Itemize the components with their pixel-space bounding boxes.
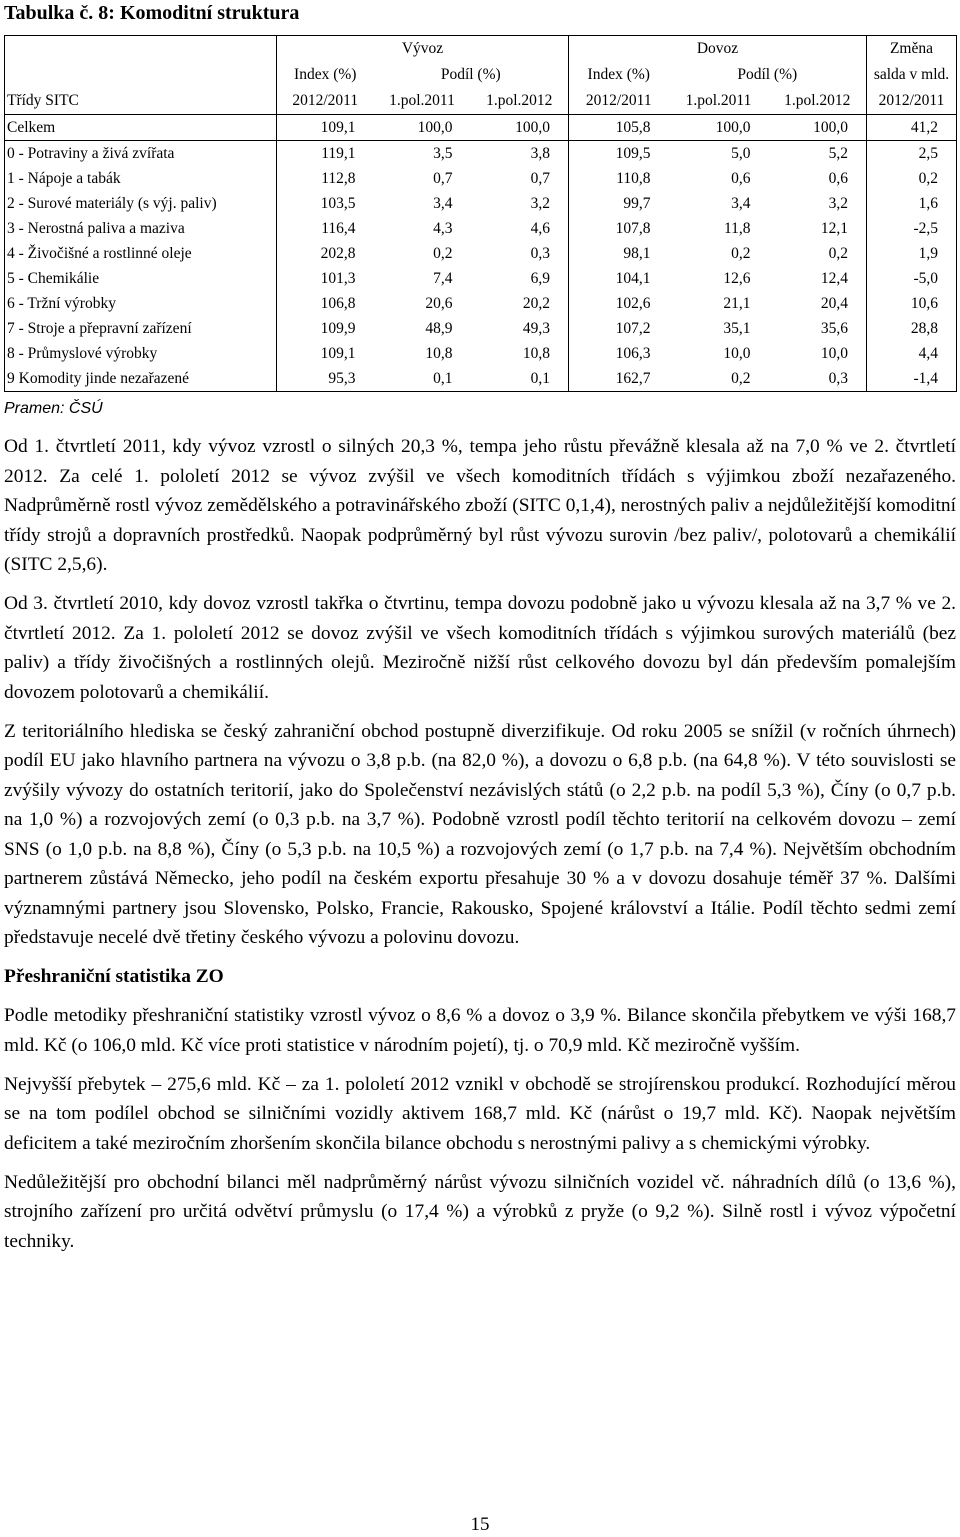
header-row-periods xyxy=(5,88,957,115)
cell-value: 103,5 xyxy=(277,191,374,216)
cell-value: 116,4 xyxy=(277,216,374,241)
cell-value: 1,9 xyxy=(867,241,957,266)
cell-value: 119,1 xyxy=(277,141,374,167)
header-row-subgroups xyxy=(5,62,957,88)
header-balance: Změna xyxy=(867,36,957,63)
cell-value: 0,6 xyxy=(731,170,751,187)
row-label: 4 - Živočišné a rostlinné oleje xyxy=(5,241,277,266)
cell-value: 35,6 xyxy=(820,320,848,337)
header-balance-unit: salda v mld. xyxy=(867,62,957,88)
table-row xyxy=(5,166,957,191)
header-row-groups xyxy=(5,36,957,63)
header-import-index: Index (%) xyxy=(569,62,669,88)
cell-value: 7,4 xyxy=(433,270,453,287)
row-label: 6 - Tržní výrobky xyxy=(5,291,277,316)
cell-value: 0,7 xyxy=(530,170,550,187)
header-period: 1.pol.2011 xyxy=(669,88,769,115)
cell-value: 95,3 xyxy=(277,366,374,392)
cell-value: 3,8 xyxy=(530,145,550,162)
cell-value: 0,1 xyxy=(374,366,471,392)
cell-value: 101,3 xyxy=(277,266,374,291)
row-label: 8 - Průmyslové výrobky xyxy=(5,341,277,366)
body-text xyxy=(4,432,956,1266)
cell-value: 0,3 xyxy=(769,366,867,392)
cell-value: 0,7 xyxy=(433,170,453,187)
table-source: Pramen: ČSÚ xyxy=(4,400,103,417)
cell-value: 20,4 xyxy=(820,295,848,312)
cell-value: 105,8 xyxy=(569,115,669,141)
header-import-share: Podíl (%) xyxy=(737,66,798,83)
cell-value: 4,3 xyxy=(433,220,453,237)
cell-value: 28,8 xyxy=(867,316,957,341)
table-row xyxy=(5,341,957,366)
table-row xyxy=(5,141,957,167)
row-label: 2 - Surové materiály (s výj. paliv) xyxy=(5,191,277,216)
cell-value: 100,0 xyxy=(669,115,769,141)
cell-value: 107,2 xyxy=(569,316,669,341)
page-number: 15 xyxy=(470,1514,490,1535)
header-import: Dovoz xyxy=(569,36,867,63)
cell-value: 99,7 xyxy=(569,191,669,216)
cell-value: 4,6 xyxy=(530,220,550,237)
paragraph: Nedůležitější pro obchodní bilanci měl nadprůměrný nárůst vývozu silničních vozidel vč. náhradních dílů (o 13,6 %), strojního zařízení pro určitá odvětví průmyslu (o 17,4 %) a výrobků z pryže (o 9,2 %). Silně rostl i vývoz výpočetní techniky. xyxy=(4,1171,956,1252)
header-sitc-classes: Třídy SITC xyxy=(5,88,277,115)
cell-value: 20,2 xyxy=(522,295,550,312)
table-row xyxy=(5,241,957,266)
paragraph: Od 1. čtvrtletí 2011, kdy vývoz vzrostl o silných 20,3 %, tempa jeho růstu převážně klesala až na 7,0 % ve 2. čtvrtletí 2012. Za celé 1. pololetí 2012 se vývoz zvýšil ve všech komoditních třídách s výjimkou zboží nezařazeného. Nadprůměrně rostl vývoz zemědělského a potravinářského zboží (SITC 0,1,4), nerostných paliv a nejdůležitější komoditní třídy strojů a dopravních prostředků. Naopak podprůměrný byl růst vývozu surovin /bez paliv/, polotovarů a chemikálií (SITC 2,5,6). xyxy=(4,436,956,575)
header-period: 1.pol.2012 xyxy=(471,88,569,115)
row-label: 0 - Potraviny a živá zvířata xyxy=(5,141,277,167)
table-caption: Tabulka č. 8: Komoditní struktura xyxy=(4,2,300,24)
cell-value: 12,6 xyxy=(723,270,751,287)
cell-value: 6,9 xyxy=(530,270,550,287)
cell-value: 100,0 xyxy=(769,115,867,141)
row-label: Celkem xyxy=(5,115,277,141)
cell-value: 35,1 xyxy=(723,320,751,337)
cell-value: 10,0 xyxy=(820,345,848,362)
cell-value: 107,8 xyxy=(569,216,669,241)
cell-value: 10,0 xyxy=(723,345,751,362)
cell-value: 3,4 xyxy=(731,195,751,212)
cell-value: 110,8 xyxy=(569,166,669,191)
cell-value: 10,6 xyxy=(867,291,957,316)
row-label: 5 - Chemikálie xyxy=(5,266,277,291)
row-label: 9 Komodity jinde nezařazené xyxy=(5,366,277,392)
cell-value: 49,3 xyxy=(522,320,550,337)
cell-value: 0,2 xyxy=(433,245,453,262)
cell-value: 20,6 xyxy=(425,295,453,312)
cell-value: 48,9 xyxy=(425,320,453,337)
table-body xyxy=(5,115,957,392)
header-corner xyxy=(5,36,277,63)
cell-value: 0,3 xyxy=(530,245,550,262)
cell-value: 104,1 xyxy=(569,266,669,291)
cell-value: 12,4 xyxy=(820,270,848,287)
row-label: 7 - Stroje a přepravní zařízení xyxy=(5,316,277,341)
cell-value: 3,2 xyxy=(530,195,550,212)
table-row xyxy=(5,191,957,216)
cell-value: -2,5 xyxy=(867,216,957,241)
cell-value: 0,1 xyxy=(471,366,569,392)
paragraph: Nejvyšší přebytek – 275,6 mld. Kč – za 1. pololetí 2012 vznikl v obchodě se strojírenskou produkcí. Rozhodující měrou se na tom podílel obchod se silničními vozidly aktivem 168,7 mld. Kč (nárůst o 19,7 mld. Kč). Naopak největším deficitem a také meziročním zhoršením skončila bilance obchodu s nerostnými palivy a s chemickými výrobky. xyxy=(4,1073,956,1154)
header-export: Vývoz xyxy=(277,36,569,63)
cell-value: 12,1 xyxy=(820,220,848,237)
paragraph: Podle metodiky přeshraniční statistiky vzrostl vývoz o 8,6 % a dovoz o 3,9 %. Bilance skončila přebytkem ve výši 168,7 mld. Kč (o 106,0 mld. Kč více proti statistice v národním pojetí), tj. o 70,9 mld. Kč meziročně vyšším. xyxy=(4,1005,956,1056)
commodity-table xyxy=(4,35,957,392)
cell-value: 10,8 xyxy=(522,345,550,362)
cell-value: 98,1 xyxy=(569,241,669,266)
paragraph: Z teritoriálního hlediska se český zahraniční obchod postupně diverzifikuje. Od roku 2005 se snížil (v ročních úhrnech) podíl EU jako hlavního partnera na vývozu o 3,8 p.b. (na 82,0 %), a dovozu o 6,8 p.b. (na 64,8 %). V této souvislosti se zvýšily vývozy do ostatních teritorií, jako do Společenství nezávislých států (o 2,2 p.b. na podíl 5,3 %), Číny (o 0,7 p.b. na 1,0 %) a rozvojových zemí (o 0,3 p.b. na 3,7 %). Podobně vzrostl podíl těchto teritorií na celkovém dovozu – zemí SNS (o 1,0 p.b. na 8,8 %), Číny (o 5,3 p.b. na 10,5 %) a rozvojových zemí (o 1,7 p.b. na 7,4 %). Největším obchodním partnerem zůstává Německo, jeho podíl na českém exportu přesahuje 30 % a v dovozu dosahuje téměř 37 %. Dalšími významnými partnery jsou Slovensko, Polsko, Francie, Rakousko, Spojené království a Itálie. Podíl těchto sedmi zemí představuje necelé dvě třetiny českého vývozu a polovinu dovozu. xyxy=(4,720,956,948)
cell-value: -1,4 xyxy=(867,366,957,392)
table-row xyxy=(5,366,957,392)
cell-value: 109,1 xyxy=(277,115,374,141)
row-label: 1 - Nápoje a tabák xyxy=(5,166,277,191)
cell-value: 5,0 xyxy=(731,145,751,162)
cell-value: 112,8 xyxy=(277,166,374,191)
cell-value: 10,8 xyxy=(425,345,453,362)
cell-value: 4,4 xyxy=(867,341,957,366)
cell-value: 106,3 xyxy=(569,341,669,366)
header-period: 1.pol.2012 xyxy=(769,88,867,115)
cell-value: 3,5 xyxy=(433,145,453,162)
cell-value: 1,6 xyxy=(867,191,957,216)
table-row xyxy=(5,291,957,316)
header-period: 2012/2011 xyxy=(277,88,374,115)
cell-value: 0,6 xyxy=(828,170,848,187)
cell-value: -5,0 xyxy=(867,266,957,291)
header-period: 2012/2011 xyxy=(867,88,957,115)
cell-value: 109,1 xyxy=(277,341,374,366)
header-export-share: Podíl (%) xyxy=(440,66,501,83)
cell-value: 109,9 xyxy=(277,316,374,341)
cell-value: 5,2 xyxy=(828,145,848,162)
cell-value: 2,5 xyxy=(867,141,957,167)
cell-value: 202,8 xyxy=(277,241,374,266)
cell-value: 41,2 xyxy=(867,115,957,141)
cell-value: 102,6 xyxy=(569,291,669,316)
table-row xyxy=(5,216,957,241)
cell-value: 109,5 xyxy=(569,141,669,167)
cell-value: 3,4 xyxy=(433,195,453,212)
cell-value: 11,8 xyxy=(723,220,751,237)
row-label: 3 - Nerostná paliva a maziva xyxy=(5,216,277,241)
cell-value: 0,2 xyxy=(731,245,751,262)
table-row xyxy=(5,266,957,291)
cell-value: 106,8 xyxy=(277,291,374,316)
cell-value: 100,0 xyxy=(374,115,471,141)
table-row-total xyxy=(5,115,957,141)
paragraph: Od 3. čtvrtletí 2010, kdy dovoz vzrostl takřka o čtvrtinu, tempa dovozu podobně jako u vývozu klesala až na 3,7 % ve 2. čtvrtletí 2012. Za 1. pololetí 2012 se dovoz zvýšil ve všech komoditních třídách s výjimkou surových materiálů (bez paliv) a třídy živočišných a rostlinných olejů. Meziročně nižší růst celkového dovozu byl dán především pomalejším dovozem polotovarů a chemikálií. xyxy=(4,593,956,703)
header-period: 1.pol.2011 xyxy=(374,88,471,115)
cell-value: 3,2 xyxy=(828,195,848,212)
cell-value: 21,1 xyxy=(723,295,751,312)
cell-value: 100,0 xyxy=(471,115,569,141)
header-period: 2012/2011 xyxy=(569,88,669,115)
cell-value: 0,2 xyxy=(669,366,769,392)
table-row xyxy=(5,316,957,341)
header-export-index: Index (%) xyxy=(277,62,374,88)
cell-value: 0,2 xyxy=(867,166,957,191)
cell-value: 162,7 xyxy=(569,366,669,392)
section-heading: Přeshraniční statistika ZO xyxy=(4,966,224,987)
cell-value: 0,2 xyxy=(828,245,848,262)
